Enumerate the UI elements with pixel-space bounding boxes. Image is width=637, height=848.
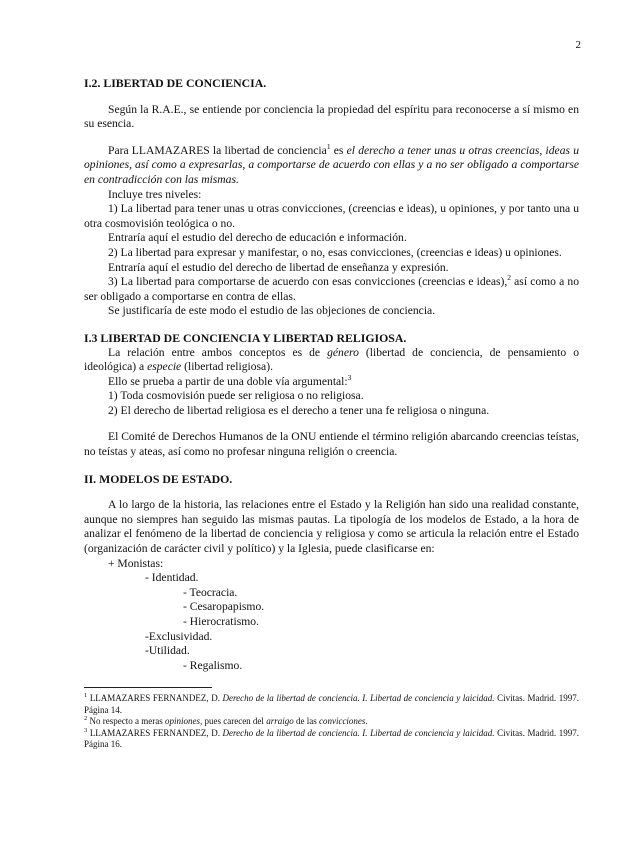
footnote-3: $^3$ LLAMAZARES FERNANDEZ, D. Derecho de la libertad de conciencia. I. Libertad de conciencia y laicidad. Civitas. Madrid. 1997. Página 16.: [84, 726, 580, 749]
level-2-note: Entraría aquí el estudio del derecho de libertad de enseñanza y expresión.: [108, 260, 449, 274]
level-3-note: Se justificaría de este modo el estudio de las objeciones de conciencia.: [108, 304, 436, 318]
paragraph-doble-via: Ello se prueba a partir de una doble vía argumental:$^3$: [108, 372, 352, 388]
outline-utilidad: -Utilidad.: [145, 644, 190, 658]
section-heading-modelos-estado: II. MODELOS DE ESTADO.: [84, 471, 233, 486]
paragraph-llamazares: Para LLAMAZARES la libertad de conciencia$^1$ es el derecho a tener unas u otras creencias, ideas u opiniones, así como a expresarlas, a comportarse de acuerdo con ellas y a no ser obligado a comportarse en contradicción con las mismas.: [84, 141, 579, 186]
footnote-ref-1: 1: [326, 141, 331, 151]
outline-hierocratismo: - Hierocratismo.: [183, 615, 259, 628]
section-heading-libertad-conciencia: I.2. LIBERTAD DE CONCIENCIA.: [84, 76, 267, 90]
outline-monistas: + Monistas:: [108, 556, 164, 570]
outline-teocracia: - Teocracia.: [183, 585, 238, 599]
footnote-divider: [84, 687, 212, 688]
argument-1: 1) Toda cosmovisión puede ser religiosa o no religiosa.: [108, 389, 364, 403]
paragraph-rae-definition: Según la R.A.E., se entiende por conciencia la propiedad del espíritu para reconocerse a sí mismo en su esencia.: [84, 102, 579, 131]
page-content: [84, 76, 579, 750]
paragraph-genero-especie: La relación entre ambos conceptos es de género (libertad de conciencia, de pensamiento o ideológica) a especie (libertad religiosa).: [84, 345, 580, 374]
footnote-2: $^2$ No respecto a meras opiniones, pues carecen del arraigo de las convicciones.: [84, 715, 368, 727]
outline-exclusividad: -Exclusividad.: [145, 629, 213, 643]
paragraph-onu: El Comité de Derechos Humanos de la ONU entiende el término religión abarcando creencias teístas, no teístas y ateas, así como no profesar ninguna religión o creencia.: [84, 430, 579, 459]
levels-intro: Incluye tres niveles:: [108, 187, 202, 201]
outline-identidad: - Identidad.: [145, 571, 199, 585]
outline-cesaropapismo: - Cesaropapismo.: [183, 600, 265, 614]
argument-2: 2) El derecho de libertad religiosa es el derecho a tener una fe religiosa o ninguna.: [108, 403, 490, 417]
level-3: 3) La libertad para comportarse de acuerdo con esas convicciones (creencias e ideas),$^2$ así como a no ser obligado a comportarse en contra de ellas.: [84, 273, 579, 303]
footnote-1: $^1$ LLAMAZARES FERNANDEZ, D. Derecho de la libertad de conciencia. I. Libertad de conciencia y laicidad. Civitas. Madrid. 1997. Página 14.: [84, 692, 580, 715]
footnote-ref-3: 3: [347, 372, 352, 382]
paragraph-historia: A lo largo de la historia, las relaciones entre el Estado y la Religión han sido una realidad constante, aunque no siempres han seguido las mismas pautas. La tipología de los modelos de Estado, a la hora de analizar el fenómeno de la libertad de conciencia y religiosa y como se articula la relación entre el Estado (organización de carácter civil y político) y la Iglesia, puede clasificarse en:: [84, 498, 579, 556]
outline-regalismo: - Regalismo.: [183, 658, 243, 672]
page-number: 2: [575, 39, 581, 51]
section-heading-conciencia-religiosa: I.3 LIBERTAD DE CONCIENCIA Y LIBERTAD RELIGIOSA.: [84, 330, 407, 345]
level-2: 2) La libertad para expresar y manifestar, o no, esas convicciones, (creencias e ideas) u opiniones.: [108, 245, 562, 259]
level-1-note: Entraría aquí el estudio del derecho de educación e información.: [108, 231, 407, 245]
footnote-ref-2: 2: [507, 273, 512, 283]
level-1: 1) La libertad para tener unas u otras convicciones, (creencias e ideas), u opiniones, y por tanto una u otra cosmovisión teológica o no.: [84, 202, 579, 230]
